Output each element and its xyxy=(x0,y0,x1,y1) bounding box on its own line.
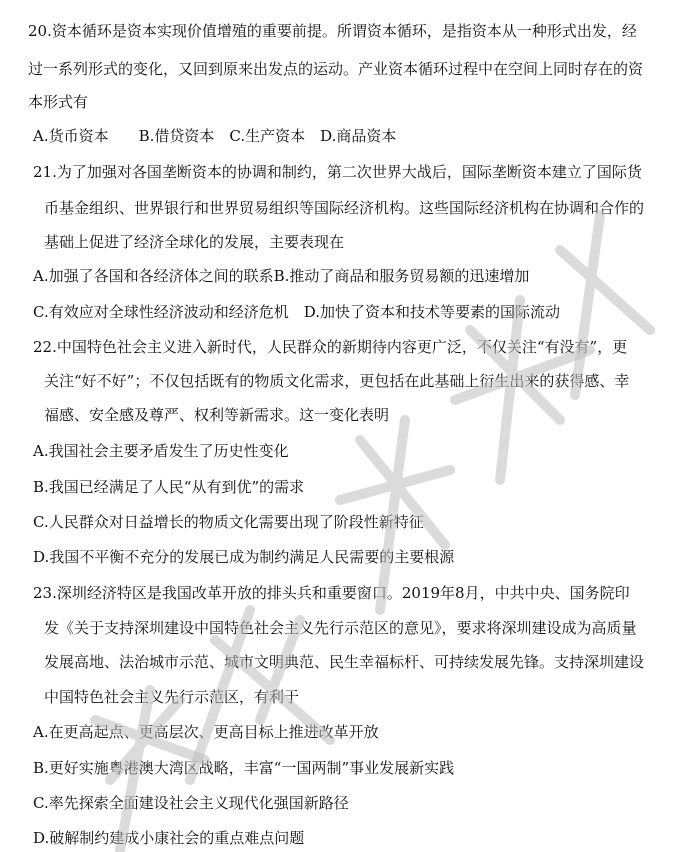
question-20-stem-line-3: 本形式有 xyxy=(28,93,89,111)
question-23-stem-line-1: 23.深圳经济特区是我国改革开放的排头兵和重要窗口。2019年8月，中共中央、国务院印 xyxy=(33,584,630,602)
question-23-stem-line-3: 发展高地、法治城市示范、城市文明典范、民生幸福标杆、可持续发展先锋。支持深圳建设 xyxy=(44,653,645,671)
question-23-option-b: B.更好实施粤港澳大湾区战略，丰富“一国两制”事业发展新实践 xyxy=(33,759,455,777)
question-23-option-a: A.在更高起点、更高层次、更高目标上推进改革开放 xyxy=(33,723,379,741)
question-20-options: A.货币资本 B.借贷资本 C.生产资本 D.商品资本 xyxy=(33,127,397,145)
question-22-stem-line-3: 福感、安全感及尊严、权利等新需求。这一变化表明 xyxy=(44,406,390,424)
question-22-option-b: B.我国已经满足了人民“从有到优”的需求 xyxy=(33,478,305,496)
question-22-stem-line-1: 22.中国特色社会主义进入新时代，人民群众的新期待内容更广泛，不仅关注“有没有”，更 xyxy=(33,338,628,356)
question-21-options-line-1: A.加强了各国和各经济体之间的联系B.推动了商品和服务贸易额的迅速增加 xyxy=(33,267,530,285)
question-20-stem-line-1: 20.资本循环是资本实现价值增殖的重要前提。所谓资本循环，是指资本从一种形式出发，经 xyxy=(28,22,637,40)
question-21-stem-line-3: 基础上促进了经济全球化的发展，主要表现在 xyxy=(44,233,345,251)
question-22-stem-line-2: 关注“好不好”；不仅包括既有的物质文化需求，更包括在此基础上衍生出来的获得感、幸 xyxy=(44,372,630,390)
question-23-option-c: C.率先探索全面建设社会主义现代化强国新路径 xyxy=(33,794,349,812)
question-22-option-a: A.我国社会主要矛盾发生了历史性变化 xyxy=(33,442,289,460)
question-23-stem-line-2: 发《关于支持深圳建设中国特色社会主义先行示范区的意见》，要求将深圳建设成为高质量 xyxy=(44,619,637,637)
question-21-options-line-2: C.有效应对全球性经济波动和经济危机 D.加快了资本和技术等要素的国际流动 xyxy=(33,303,560,321)
question-21-stem-line-1: 21.为了加强对各国垄断资本的协调和制约，第二次世界大战后，国际垄断资本建立了国际货 xyxy=(33,163,642,181)
question-22-option-d: D.我国不平衡不充分的发展已成为制约满足人民需要的主要根源 xyxy=(33,548,455,566)
question-23-stem-line-4: 中国特色社会主义先行示范区，有利于 xyxy=(44,688,300,706)
question-21-stem-line-2: 币基金组织、世界银行和世界贸易组织等国际经济机构。这些国际经济机构在协调和合作的 xyxy=(44,199,645,217)
question-20-stem-line-2: 过一系列形式的变化，又回到原来出发点的运动。产业资本循环过程中在空间上同时存在的资 xyxy=(28,60,644,78)
question-23-option-d: D.破解制约建成小康社会的重点难点问题 xyxy=(33,829,305,847)
question-22-option-c: C.人民群众对日益增长的物质文化需要出现了阶段性新特征 xyxy=(33,513,424,531)
